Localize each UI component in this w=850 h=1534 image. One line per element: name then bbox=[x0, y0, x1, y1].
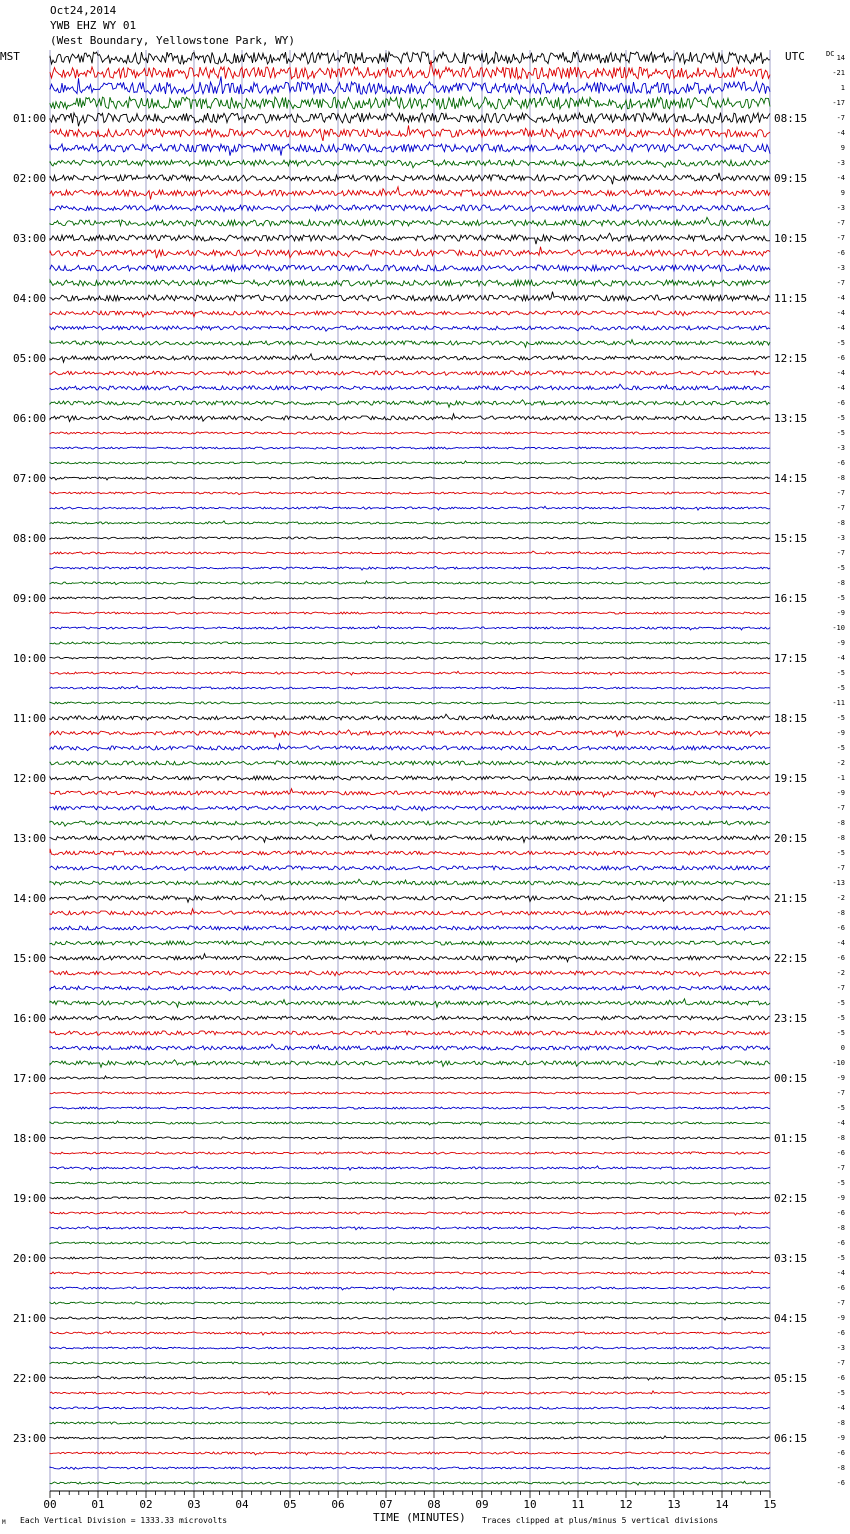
trace-row bbox=[50, 999, 770, 1008]
trace-row bbox=[50, 113, 770, 127]
right-hour-label: 17:15 bbox=[774, 652, 808, 665]
x-tick-label: 10 bbox=[523, 1498, 537, 1511]
right-hour-label: 01:15 bbox=[774, 1132, 808, 1145]
trace-row bbox=[50, 1481, 770, 1485]
x-tick-label: 06 bbox=[331, 1498, 345, 1511]
dc-offset-label: -1 bbox=[836, 774, 845, 782]
right-hour-label: 14:15 bbox=[774, 472, 808, 485]
left-hour-label: 19:00 bbox=[13, 1192, 47, 1205]
right-hour-label: 04:15 bbox=[774, 1312, 808, 1325]
dc-offset-label: -6 bbox=[836, 1449, 845, 1457]
trace-row bbox=[50, 657, 770, 660]
trace-row bbox=[50, 1422, 770, 1424]
trace-row bbox=[50, 97, 770, 109]
dc-offset-label: -13 bbox=[832, 879, 845, 887]
trace-row bbox=[50, 714, 770, 720]
x-tick-label: 09 bbox=[475, 1498, 489, 1511]
dc-offset-label: -6 bbox=[836, 1239, 845, 1247]
dc-offset-label: 14 bbox=[836, 54, 845, 62]
x-tick-label: 07 bbox=[379, 1498, 393, 1511]
trace-row bbox=[50, 926, 770, 930]
x-tick-label: 01 bbox=[91, 1498, 105, 1511]
dc-offset-label: -8 bbox=[836, 819, 845, 827]
trace-row bbox=[50, 187, 770, 200]
scale-note: Each Vertical Division = 1333.33 microvolts bbox=[20, 1516, 228, 1525]
dc-offset-label: -4 bbox=[836, 1269, 845, 1277]
right-timezone-label: UTC bbox=[785, 50, 805, 63]
trace-row bbox=[50, 326, 770, 331]
trace-row bbox=[50, 265, 770, 271]
right-hour-label: 20:15 bbox=[774, 832, 808, 845]
x-tick-label: 12 bbox=[619, 1498, 633, 1511]
trace-row bbox=[50, 702, 770, 704]
trace-row bbox=[50, 551, 770, 554]
left-hour-label: 01:00 bbox=[13, 112, 47, 125]
dc-offset-label: -6 bbox=[836, 1284, 845, 1292]
dc-offset-label: -9 bbox=[836, 789, 845, 797]
trace-row bbox=[50, 821, 770, 826]
trace-row bbox=[50, 354, 770, 363]
dc-offset-label: -6 bbox=[836, 954, 845, 962]
clip-note: Traces clipped at plus/minus 5 vertical divisions bbox=[482, 1516, 719, 1525]
right-hour-label: 11:15 bbox=[774, 292, 808, 305]
left-hour-label: 03:00 bbox=[13, 232, 47, 245]
trace-row bbox=[50, 384, 770, 390]
station-location: (West Boundary, Yellowstone Park, WY) bbox=[50, 34, 296, 47]
trace-row bbox=[50, 597, 770, 599]
trace-row bbox=[50, 432, 770, 434]
trace-row bbox=[50, 1092, 770, 1094]
trace-row bbox=[50, 1016, 770, 1020]
dc-offset-label: -5 bbox=[836, 1014, 845, 1022]
x-axis-title: TIME (MINUTES) bbox=[373, 1511, 466, 1524]
trace-row bbox=[50, 1107, 770, 1109]
trace-row bbox=[50, 866, 770, 870]
dc-offset-label: 0 bbox=[840, 1044, 845, 1052]
dc-offset-label: -7 bbox=[836, 1164, 845, 1172]
right-hour-label: 02:15 bbox=[774, 1192, 808, 1205]
dc-offset-label: 1 bbox=[840, 84, 845, 92]
dc-offset-label: -2 bbox=[836, 969, 845, 977]
trace-row bbox=[50, 400, 770, 407]
trace-row bbox=[50, 686, 770, 689]
trace-row bbox=[50, 340, 770, 348]
trace-row bbox=[50, 849, 770, 856]
left-hour-label: 16:00 bbox=[13, 1012, 47, 1025]
left-hour-label: 18:00 bbox=[13, 1132, 47, 1145]
dc-offset-label: -10 bbox=[832, 624, 845, 632]
dc-offset-label: -7 bbox=[836, 1089, 845, 1097]
trace-row bbox=[50, 280, 770, 286]
trace-row bbox=[50, 1060, 770, 1067]
trace-row bbox=[50, 835, 770, 843]
trace-row bbox=[50, 1317, 770, 1320]
right-hour-label: 13:15 bbox=[774, 412, 808, 425]
x-tick-label: 15 bbox=[763, 1498, 777, 1511]
right-hour-label: 16:15 bbox=[774, 592, 808, 605]
dc-offset-label: -3 bbox=[836, 264, 845, 272]
trace-row bbox=[50, 1376, 770, 1380]
dc-offset-label: -5 bbox=[836, 414, 845, 422]
dc-offset-label: -5 bbox=[836, 564, 845, 572]
dc-offset-label: -6 bbox=[836, 459, 845, 467]
left-hour-label: 09:00 bbox=[13, 592, 47, 605]
dc-offset-label: -8 bbox=[836, 1224, 845, 1232]
station-code: YWB EHZ WY 01 bbox=[50, 19, 137, 32]
x-tick-label: 00 bbox=[43, 1498, 57, 1511]
dc-offset-label: -5 bbox=[836, 1254, 845, 1262]
trace-row bbox=[50, 776, 770, 780]
dc-offset-label: -7 bbox=[836, 804, 845, 812]
right-hour-label: 10:15 bbox=[774, 232, 808, 245]
left-hour-label: 21:00 bbox=[13, 1312, 47, 1325]
trace-row bbox=[50, 1362, 770, 1364]
left-hour-label: 02:00 bbox=[13, 172, 47, 185]
trace-row bbox=[50, 954, 770, 962]
dc-offset-label: -4 bbox=[836, 654, 845, 662]
dc-offset-label: -5 bbox=[836, 1104, 845, 1112]
trace-row bbox=[50, 1226, 770, 1230]
dc-offset-label: -9 bbox=[836, 1434, 845, 1442]
trace-row bbox=[50, 492, 770, 495]
trace-row bbox=[50, 1391, 770, 1395]
dc-offset-label: -6 bbox=[836, 1329, 845, 1337]
dc-offset-label: -6 bbox=[836, 354, 845, 362]
trace-row bbox=[50, 477, 770, 480]
dc-offset-label: -7 bbox=[836, 984, 845, 992]
dc-offset-label: -7 bbox=[836, 234, 845, 242]
dc-offset-label: 9 bbox=[840, 189, 845, 197]
dc-offset-label: -21 bbox=[832, 69, 845, 77]
trace-row bbox=[50, 144, 770, 156]
x-tick-label: 14 bbox=[715, 1498, 729, 1511]
left-hour-label: 14:00 bbox=[13, 892, 47, 905]
dc-offset-label: -8 bbox=[836, 1464, 845, 1472]
trace-row bbox=[50, 537, 770, 539]
dc-offset-label: -6 bbox=[836, 399, 845, 407]
left-hour-label: 23:00 bbox=[13, 1432, 47, 1445]
dc-offset-label: -7 bbox=[836, 1299, 845, 1307]
dc-offset-label: -8 bbox=[836, 579, 845, 587]
dc-offset-label: -4 bbox=[836, 174, 845, 182]
dc-offset-label: -5 bbox=[836, 594, 845, 602]
right-hour-label: 12:15 bbox=[774, 352, 808, 365]
dc-offset-header: DC bbox=[826, 50, 835, 58]
dc-offset-label: -9 bbox=[836, 1314, 845, 1322]
dc-offset-label: -5 bbox=[836, 684, 845, 692]
x-tick-label: 04 bbox=[235, 1498, 249, 1511]
dc-offset-label: -4 bbox=[836, 309, 845, 317]
trace-row bbox=[50, 1271, 770, 1274]
trace-row bbox=[50, 1242, 770, 1244]
x-tick-label: 05 bbox=[283, 1498, 297, 1511]
trace-row bbox=[50, 1137, 770, 1140]
dc-offset-label: 9 bbox=[840, 144, 845, 152]
trace-row bbox=[50, 1166, 770, 1170]
dc-offset-label: -7 bbox=[836, 114, 845, 122]
trace-row bbox=[50, 1452, 770, 1455]
dc-offset-label: -11 bbox=[832, 699, 845, 707]
left-hour-label: 20:00 bbox=[13, 1252, 47, 1265]
left-hour-label: 10:00 bbox=[13, 652, 47, 665]
dc-offset-label: -8 bbox=[836, 909, 845, 917]
x-axis bbox=[43, 1491, 776, 1511]
dc-offset-label: -3 bbox=[836, 159, 845, 167]
left-hour-label: 04:00 bbox=[13, 292, 47, 305]
trace-row bbox=[50, 506, 770, 510]
trace-row bbox=[50, 414, 770, 422]
dc-offset-label: -17 bbox=[832, 99, 845, 107]
dc-offset-label: -5 bbox=[836, 849, 845, 857]
trace-row bbox=[50, 1121, 770, 1125]
trace-row bbox=[50, 1467, 770, 1470]
trace-row bbox=[50, 292, 770, 301]
trace-row bbox=[50, 671, 770, 675]
trace-row bbox=[50, 971, 770, 976]
right-hour-label: 09:15 bbox=[774, 172, 808, 185]
trace-row bbox=[50, 247, 770, 259]
dc-offset-label: -6 bbox=[836, 1149, 845, 1157]
trace-row bbox=[50, 612, 770, 614]
dc-offset-label: -3 bbox=[836, 204, 845, 212]
trace-row bbox=[50, 173, 770, 184]
trace-row bbox=[50, 1211, 770, 1215]
trace-row bbox=[50, 160, 770, 168]
trace-row bbox=[50, 1287, 770, 1290]
trace-row bbox=[50, 233, 770, 244]
trace-row bbox=[50, 371, 770, 375]
dc-offset-label: -5 bbox=[836, 429, 845, 437]
dc-offset-label: -9 bbox=[836, 639, 845, 647]
dc-offset-label: -5 bbox=[836, 999, 845, 1007]
x-tick-label: 11 bbox=[571, 1498, 585, 1511]
seismic-traces bbox=[50, 52, 770, 1485]
left-hour-label: 11:00 bbox=[13, 712, 47, 725]
dc-offset-label: -5 bbox=[836, 1029, 845, 1037]
dc-offset-label: -7 bbox=[836, 1359, 845, 1367]
trace-row bbox=[50, 1302, 770, 1305]
right-hour-label: 19:15 bbox=[774, 772, 808, 785]
plot-date: Oct24,2014 bbox=[50, 4, 117, 17]
dc-offset-label: -9 bbox=[836, 1074, 845, 1082]
trace-row bbox=[50, 1031, 770, 1035]
dc-offset-label: -7 bbox=[836, 219, 845, 227]
dc-offset-labels bbox=[832, 54, 845, 1487]
dc-offset-label: -5 bbox=[836, 339, 845, 347]
trace-row bbox=[50, 1331, 770, 1335]
dc-offset-label: -5 bbox=[836, 744, 845, 752]
left-hour-label: 22:00 bbox=[13, 1372, 47, 1385]
dc-offset-label: -6 bbox=[836, 1374, 845, 1382]
x-tick-label: 02 bbox=[139, 1498, 153, 1511]
trace-row bbox=[50, 761, 770, 765]
left-timezone-label: MST bbox=[0, 50, 20, 63]
dc-offset-label: -8 bbox=[836, 1134, 845, 1142]
trace-row bbox=[50, 1257, 770, 1259]
dc-offset-label: -4 bbox=[836, 324, 845, 332]
dc-offset-label: -8 bbox=[836, 474, 845, 482]
right-hour-label: 05:15 bbox=[774, 1372, 808, 1385]
footer-mark: M bbox=[2, 1519, 6, 1526]
trace-row bbox=[50, 311, 770, 317]
trace-row bbox=[50, 52, 770, 64]
trace-row bbox=[50, 626, 770, 630]
trace-row bbox=[50, 217, 770, 226]
dc-offset-label: -5 bbox=[836, 714, 845, 722]
trace-row bbox=[50, 76, 770, 94]
dc-offset-label: -2 bbox=[836, 759, 845, 767]
left-hour-label: 17:00 bbox=[13, 1072, 47, 1085]
trace-row bbox=[50, 1152, 770, 1154]
dc-offset-label: -5 bbox=[836, 1179, 845, 1187]
trace-row bbox=[50, 581, 770, 585]
dc-offset-label: -7 bbox=[836, 504, 845, 512]
x-tick-label: 13 bbox=[667, 1498, 681, 1511]
dc-offset-label: -7 bbox=[836, 864, 845, 872]
trace-row bbox=[50, 941, 770, 945]
dc-offset-label: -4 bbox=[836, 129, 845, 137]
right-hour-label: 08:15 bbox=[774, 112, 808, 125]
trace-row bbox=[50, 895, 770, 902]
x-tick-label: 08 bbox=[427, 1498, 441, 1511]
dc-offset-label: -4 bbox=[836, 939, 845, 947]
right-hour-label: 00:15 bbox=[774, 1072, 808, 1085]
trace-row bbox=[50, 730, 770, 737]
left-hour-label: 12:00 bbox=[13, 772, 47, 785]
dc-offset-label: -7 bbox=[836, 549, 845, 557]
dc-offset-label: -9 bbox=[836, 729, 845, 737]
dc-offset-label: -4 bbox=[836, 384, 845, 392]
trace-row bbox=[50, 1182, 770, 1184]
trace-row bbox=[50, 744, 770, 751]
dc-offset-label: -3 bbox=[836, 1344, 845, 1352]
right-hour-label: 21:15 bbox=[774, 892, 808, 905]
dc-offset-label: -7 bbox=[836, 279, 845, 287]
dc-offset-label: -6 bbox=[836, 1479, 845, 1487]
dc-offset-label: -6 bbox=[836, 924, 845, 932]
dc-offset-label: -5 bbox=[836, 1389, 845, 1397]
dc-offset-label: -6 bbox=[836, 249, 845, 257]
trace-row bbox=[50, 1347, 770, 1349]
left-hour-label: 13:00 bbox=[13, 832, 47, 845]
right-hour-label: 22:15 bbox=[774, 952, 808, 965]
trace-row bbox=[50, 205, 770, 212]
right-hour-label: 23:15 bbox=[774, 1012, 808, 1025]
trace-row bbox=[50, 60, 770, 79]
trace-row bbox=[50, 879, 770, 885]
dc-offset-label: -10 bbox=[832, 1059, 845, 1067]
right-hour-label: 03:15 bbox=[774, 1252, 808, 1265]
dc-offset-label: -4 bbox=[836, 1119, 845, 1127]
trace-row bbox=[50, 1044, 770, 1050]
x-tick-label: 03 bbox=[187, 1498, 201, 1511]
dc-offset-label: -4 bbox=[836, 1404, 845, 1412]
dc-offset-label: -9 bbox=[836, 609, 845, 617]
left-hour-label: 06:00 bbox=[13, 412, 47, 425]
dc-offset-label: -5 bbox=[836, 669, 845, 677]
dc-offset-label: -8 bbox=[836, 519, 845, 527]
trace-row bbox=[50, 1197, 770, 1199]
left-hour-label: 07:00 bbox=[13, 472, 47, 485]
right-hour-label: 06:15 bbox=[774, 1432, 808, 1445]
right-hour-labels bbox=[774, 112, 807, 1445]
dc-offset-label: -7 bbox=[836, 489, 845, 497]
left-hour-labels bbox=[13, 112, 46, 1445]
dc-offset-label: -4 bbox=[836, 294, 845, 302]
left-hour-label: 05:00 bbox=[13, 352, 47, 365]
dc-offset-label: -6 bbox=[836, 1209, 845, 1217]
right-hour-label: 18:15 bbox=[774, 712, 808, 725]
left-hour-label: 08:00 bbox=[13, 532, 47, 545]
left-hour-label: 15:00 bbox=[13, 952, 47, 965]
dc-offset-label: -2 bbox=[836, 894, 845, 902]
trace-row bbox=[50, 1407, 770, 1409]
trace-row bbox=[50, 789, 770, 797]
trace-row bbox=[50, 447, 770, 449]
dc-offset-label: -3 bbox=[836, 534, 845, 542]
dc-offset-label: -4 bbox=[836, 369, 845, 377]
trace-row bbox=[50, 642, 770, 644]
trace-row bbox=[50, 125, 770, 140]
right-hour-label: 15:15 bbox=[774, 532, 808, 545]
trace-row bbox=[50, 909, 770, 915]
trace-row bbox=[50, 521, 770, 524]
trace-row bbox=[50, 986, 770, 991]
dc-offset-label: -8 bbox=[836, 1419, 845, 1427]
trace-row bbox=[50, 461, 770, 464]
dc-offset-label: -8 bbox=[836, 834, 845, 842]
trace-row bbox=[50, 566, 770, 570]
dc-offset-label: -9 bbox=[836, 1194, 845, 1202]
trace-row bbox=[50, 1076, 770, 1079]
trace-row bbox=[50, 806, 770, 811]
dc-offset-label: -3 bbox=[836, 444, 845, 452]
trace-row bbox=[50, 1436, 770, 1439]
